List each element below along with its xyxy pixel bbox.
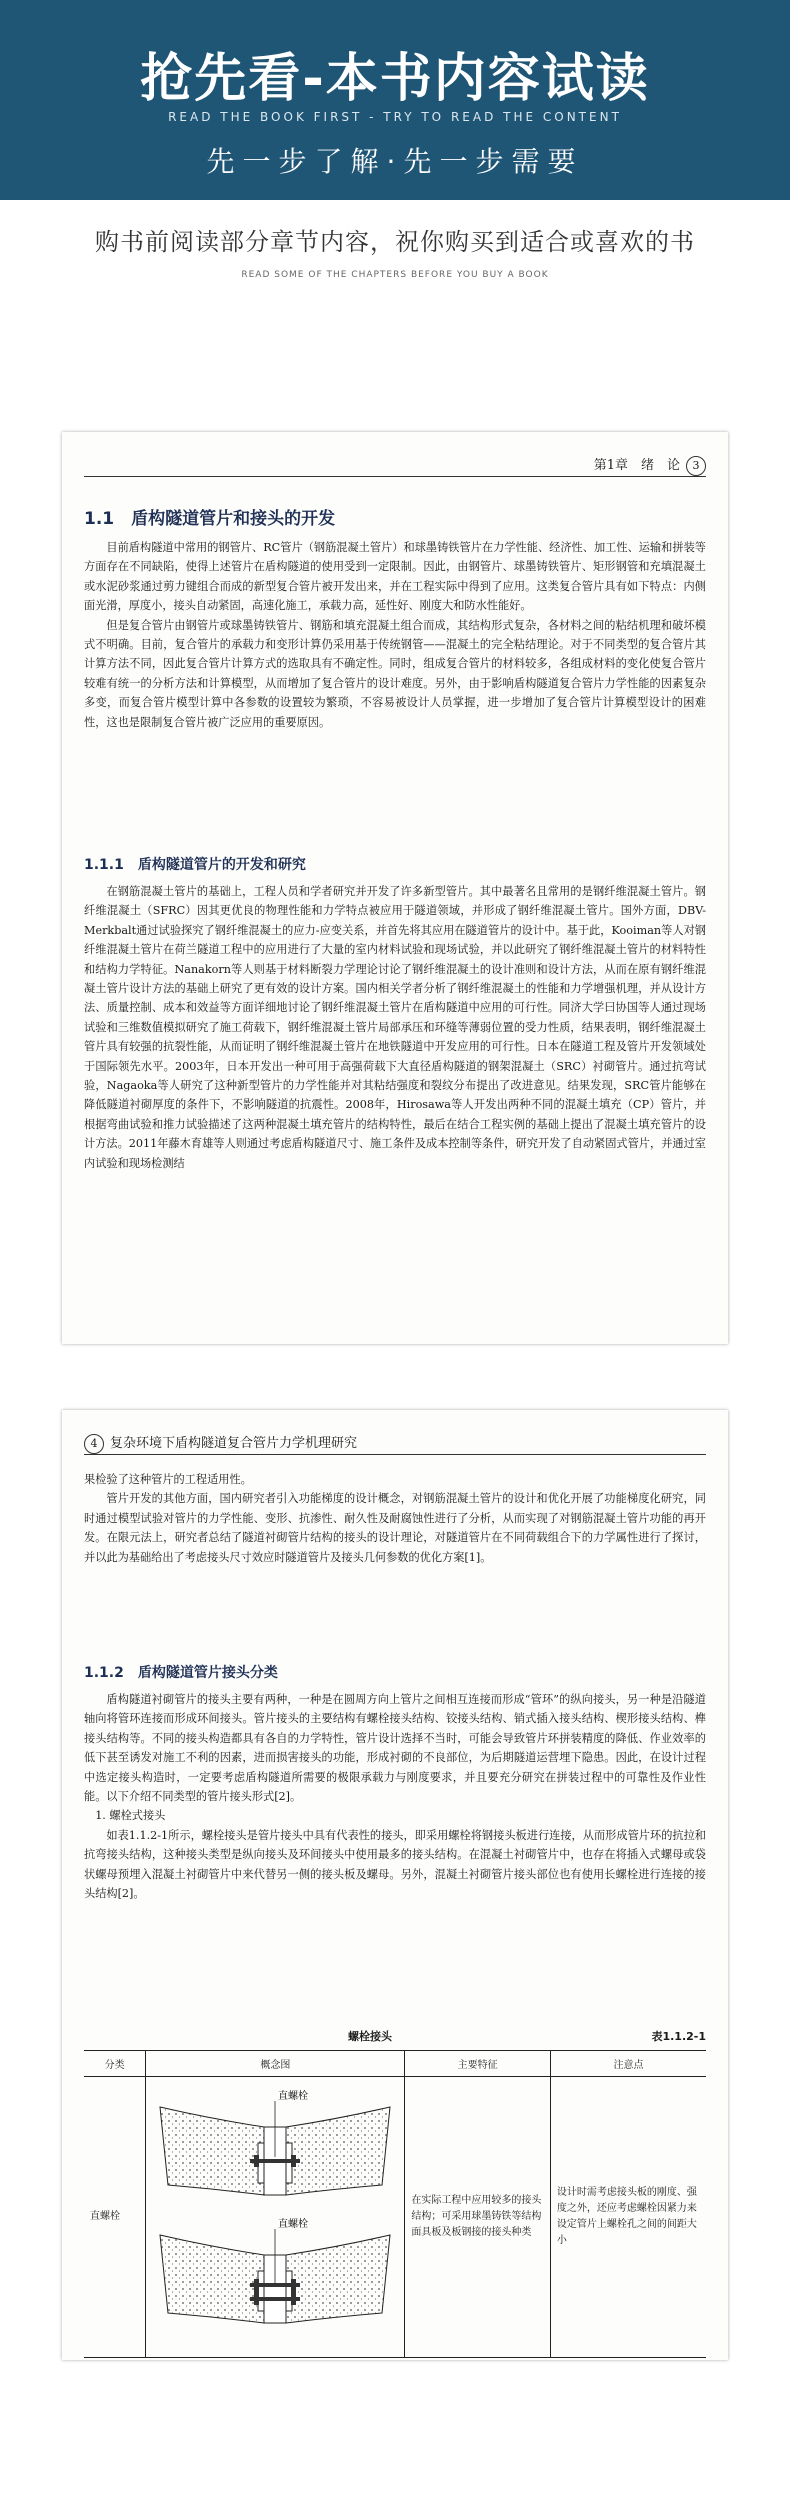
- page-number: 4: [84, 1434, 104, 1454]
- book-title: 复杂环境下盾构隧道复合管片力学机理研究: [110, 1436, 358, 1451]
- paragraph: 盾构隧道衬砌管片的接头主要有两种，一种是在圆周方向上管片之间相互连接而形成“管环”的纵向接头，另一种是沿隧道轴向将管环连接而形成环间接头。管片接头的主要结构有螺栓接头结构、铰接头结构、销式插入接头结构、楔形接头结构、榫接头结构等。不同的接头构造都具有各自的力学特性，管片设计选择不当时，可能会导致管片环拼装精度的降低、作业效率的低下甚至诱发对施工不利的因素，进而损害接头的功能，形成衬砌的不良部位，为后期隧道运营埋下隐患。因此，在设计过程中选定接头构造时，一定要考虑盾构隧道所需要的极限承载力与刚度要求，并且要充分研究在拼装过程中的可靠性及作业性能。以下介绍不同类型的管片接头形式[2]。: [84, 1693, 706, 1804]
- running-head: [84, 1432, 706, 1455]
- paragraph: 在钢筋混凝土管片的基础上，工程人员和学者研究并开发了许多新型管片。其中最著名且常用的是钢纤维混凝土管片。钢纤维混凝土（SFRC）因其更优良的物理性能和力学特点被应用于隧道领域，并形成了钢纤维混凝土管片。国外方面，DBV-Merkbalt通过试验探究了钢纤维混凝土的应力-应变关系，并首先将其应用在隧道管片的设计中。基于此，Kooiman等人对钢纤维混凝土管片在荷兰隧道工程中的应用进行了大量的室内材料试验和现场试验，并以此研究了钢纤维混凝土管片的材料特性和结构力学特征。Nanakorn等人则基于材料断裂力学理论讨论了钢纤维混凝土的设计准则和设计方法，从而在原有钢纤维混凝土管片设计方法的基础上研究了更有效的设计方案。国内相关学者分析了钢纤维混凝土的性能和力学增强机理，并从设计方法、质量控制、成本和效益等方面详细地讨论了钢纤维混凝土管片在盾构隧道中应用的可行性。同济大学曰协国等人通过现场试验和三维数值模拟研究了施工荷载下，钢纤维混凝土管片局部承压和环缝等薄弱位置的受力性质，结果表明，钢纤维混凝土管片具有较强的抗裂性能，从而证明了钢纤维混凝土管片在地铁隧道中开发应用的可行性。日本在隧道工程及管片开发领域处于国际领先水平。2003年，日本开发出一种可用于高强荷载下大直径盾构隧道的钢架混凝土（SRC）衬砌管片。通过抗弯试验，Nagaoka等人研究了这种新型管片的力学性能并对其粘结强度和裂纹分布提出了改进意见。结果发现，SRC管片能够在降低隧道衬砌厚度的条件下，不影响隧道的抗震性。2008年，Hirosawa等人开发出两种不同的混凝土填充（CP）管片，并根据弯曲试验和推力试验描述了这两种混凝土填充管片的结构特性，最后在结合工程实例的基础上提出了混凝土填充管片的设计方法。2011年藤木育雄等人则通过考虑盾构隧道尺寸、施工条件及成本控制等条件，研究开发了自动紧固式管片，并通过室内试验和现场检测结: [84, 885, 706, 1170]
- table-header: 概念图: [146, 2051, 405, 2077]
- banner: [0, 0, 790, 200]
- chapter-title: 第1章 绪 论: [593, 458, 680, 473]
- book-page-1: [62, 432, 728, 1344]
- subsection-heading: 1.1.1 盾构隧道管片的开发和研究: [84, 857, 306, 873]
- table-number: 表1.1.2-1: [651, 2030, 706, 2043]
- page-number: 3: [686, 456, 706, 476]
- table-header: 分类: [84, 2051, 146, 2077]
- table-title: 螺栓接头: [348, 2030, 392, 2043]
- table-row: [84, 2077, 706, 2358]
- table-header-row: [84, 2051, 706, 2077]
- table-caption-row: [84, 2028, 706, 2046]
- segment-joint-figure-1: [160, 2101, 390, 2195]
- table-header: 注意点: [550, 2051, 706, 2077]
- banner-subtitle-en: READ THE BOOK FIRST - TRY TO READ THE CONTENT: [168, 110, 622, 124]
- section-heading: 1.1 盾构隧道管片和接头的开发: [84, 509, 336, 529]
- segment-joint-figure-2: [160, 2229, 390, 2323]
- running-head: [84, 454, 706, 477]
- banner-title: 抢先看-本书内容试读: [140, 49, 650, 109]
- paragraph: 管片开发的其他方面，国内研究者引入功能梯度的设计概念，对钢筋混凝土管片的设计和优化开展了功能梯度化研究，同时通过模型试验对管片的力学性能、变形、抗渗性、耐久性及耐腐蚀性进行了分析，从而实现了对钢筋混凝土管片功能的再开发。在限元法上，研究者总结了隧道衬砌管片结构的接头的设计理论，对隧道管片在不同荷载组合下的力学属性进行了探讨，并以此为基础给出了考虑接头尺寸效应时隧道管片及接头几何参数的优化方案[1]。: [84, 1492, 706, 1564]
- intro-text-en: READ SOME OF THE CHAPTERS BEFORE YOU BUY A BOOK: [241, 270, 549, 280]
- table-cell-category: 直螺栓: [84, 2077, 146, 2358]
- intro-text: 购书前阅读部分章节内容，祝你购买到适合或喜欢的书: [95, 228, 695, 256]
- table-cell-figure: [146, 2077, 405, 2358]
- figure-label: 直螺栓: [278, 2091, 309, 2102]
- bolt-joint-diagram: [146, 2077, 404, 2351]
- paragraph: 但是复合管片由钢管片或球墨铸铁管片、钢筋和填充混凝土组合而成，其结构形式复杂，各材料之间的粘结机理和破坏模式不明确。目前，复合管片的承载力和变形计算仍采用基于传统钢管——混凝土的完全粘结理论。对于不同类型的复合管片其计算方法不同，因此复合管片计算方式的选取具有不确定性。同时，组成复合管片的材料较多，各组成材料的变化使复合管片较难有统一的分析方法和计算模型，从而增加了复合管片的设计难度。另外，由于影响盾构隧道复合管片力学性能的因素复杂多变，而复合管片模型计算中各参数的设置较为繁琐，不容易被设计人员掌握，进一步增加了复合管片计算模型设计的困难性，这也是限制复合管片被广泛应用的重要原因。: [84, 618, 706, 729]
- banner-slogan: 先一步了解·先一步需要: [206, 145, 584, 178]
- bolt-joint-table: [84, 2050, 706, 2358]
- paragraph: 目前盾构隧道中常用的钢管片、RC管片（钢筋混凝土管片）和球墨铸铁管片在力学性能、经济性、加工性、运输和拼装等方面存在不同缺陷，使得上述管片在盾构隧道的使用受到一定限制。因此，由钢管片、球墨铸铁管片、矩形钢管和充填混凝土或水泥砂浆通过剪力键组合而成的新型复合管片被开发出来，并在工程实际中得到了应用。这类复合管片具有如下特点：内侧面光滑，厚度小，接头自动紧固，高速化施工，承载力高，延性好、刚度大和防水性能好。: [84, 541, 706, 613]
- list-item-heading: 1. 螺栓式接头: [95, 1809, 166, 1823]
- subsection-heading: 1.1.2 盾构隧道管片接头分类: [84, 1665, 278, 1681]
- table-cell-note: 设计时需考虑接头板的刚度、强度之外，还应考虑螺栓因紧力来设定管片上螺栓孔之间的间距大小: [550, 2077, 706, 2358]
- book-page-2: [62, 1410, 728, 2360]
- paragraph: 如表1.1.2-1所示，螺栓接头是管片接头中具有代表性的接头，即采用螺栓将钢接头板进行连接，从而形成管片环的抗拉和抗弯接头结构，这种接头类型是纵向接头及环间接头中使用最多的接头结构。在混凝土衬砌管片中，也存在将插入式螺母或袋状螺母预埋入混凝土衬砌管片中来代替另一侧的接头板及螺母。另外，混凝土衬砌管片接头部位也有使用长螺栓进行连接的接头结构[2]。: [84, 1828, 706, 1901]
- table-header: 主要特征: [405, 2051, 551, 2077]
- figure-label: 直螺栓: [278, 2219, 309, 2230]
- table-cell-feature: 在实际工程中应用较多的接头结构；可采用球墨铸铁等结构面具板及板钢接的接头种类: [405, 2077, 551, 2358]
- paragraph: 果检验了这种管片的工程适用性。: [84, 1473, 252, 1486]
